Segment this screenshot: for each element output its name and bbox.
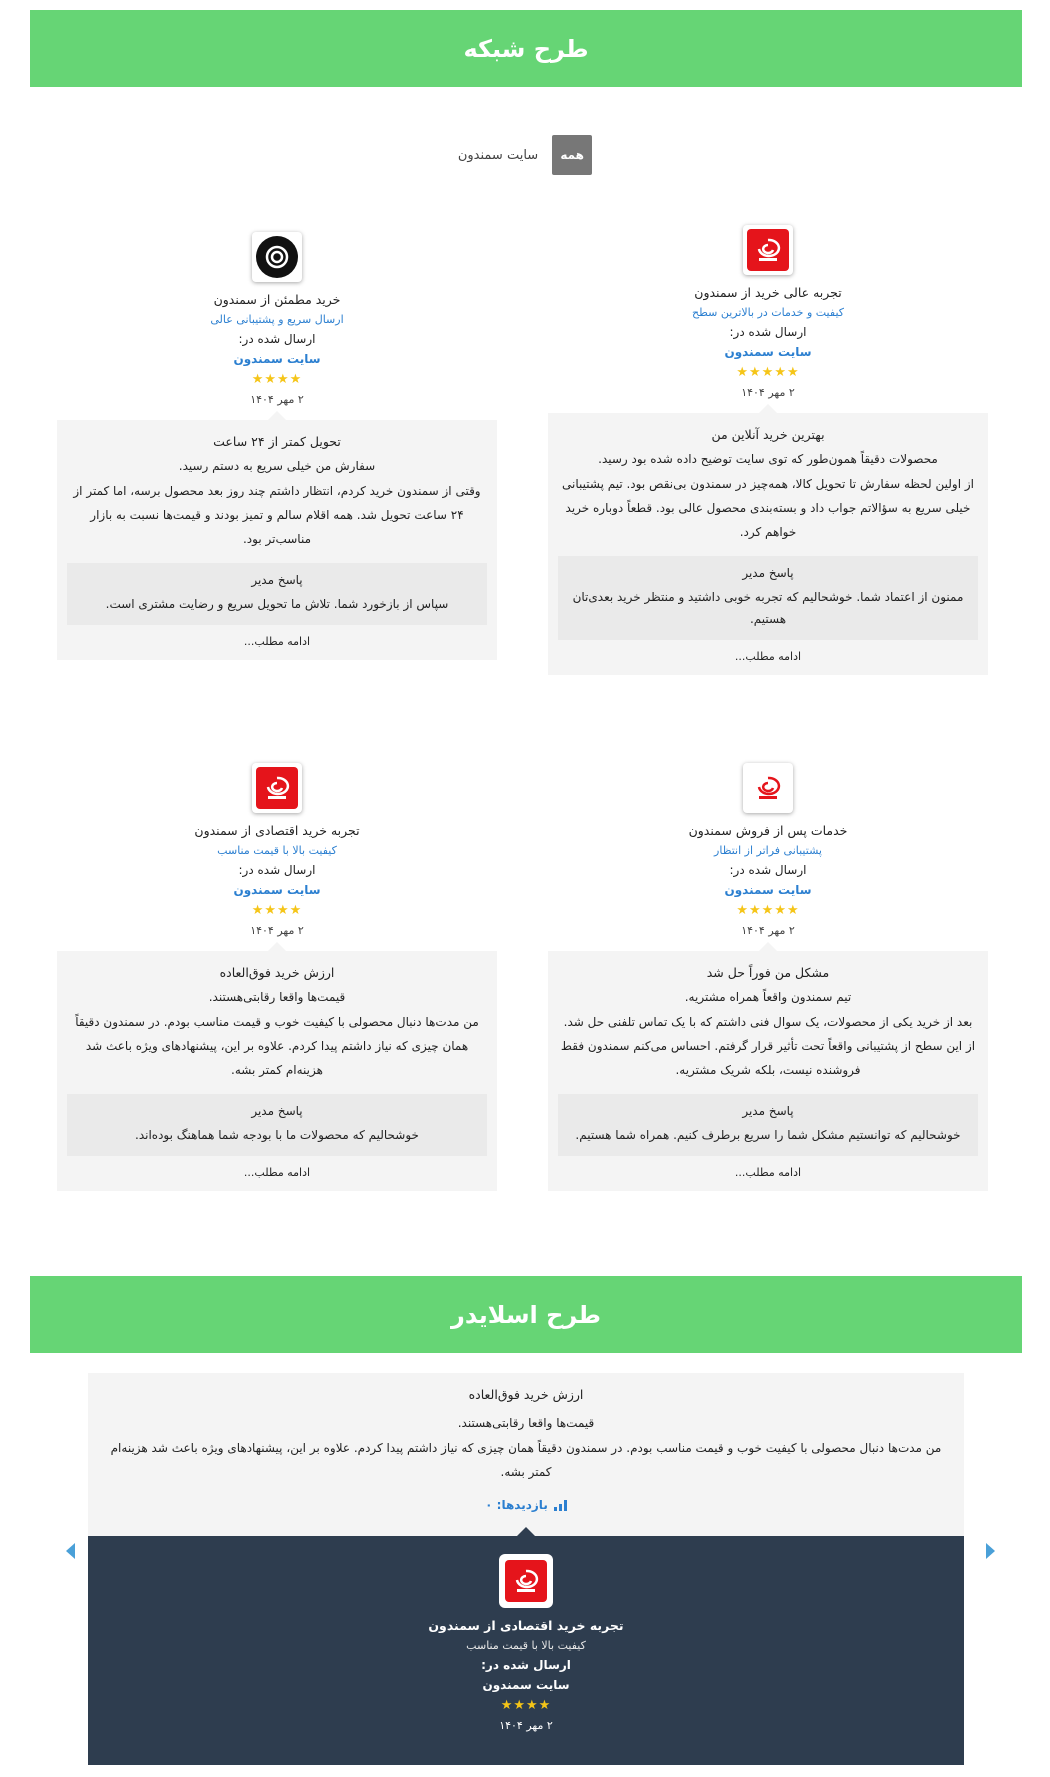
sent-label: ارسال شده در: bbox=[238, 332, 316, 346]
card-title: خرید مطمئن از سمندون bbox=[213, 292, 341, 307]
sent-label: ارسال شده در: bbox=[238, 863, 316, 877]
samandoon-logo-icon bbox=[252, 232, 302, 282]
sent-label: ارسال شده در: bbox=[729, 863, 807, 877]
review-body: از اولین لحظه سفارش تا تحویل کالا، همه‌چیز در سمندون بی‌نقص بود. تیم پشتیبانی خیلی سریع به سؤالاتم جواب داد و بسته‌بندی محصول عالی بود. قطعاً دوباره خرید خواهم کرد. bbox=[562, 477, 974, 539]
review-title: تحویل کمتر از ۲۴ ساعت bbox=[213, 434, 341, 449]
review-lead: سفارش من خیلی سریع به دستم رسید. bbox=[178, 459, 376, 473]
slide-author-box bbox=[88, 1536, 964, 1765]
review-box bbox=[548, 413, 988, 675]
testimonial-slider bbox=[88, 1373, 964, 1765]
rating-stars: ★★★★★ bbox=[736, 903, 800, 918]
card-subtitle: کیفیت بالا با قیمت مناسب bbox=[217, 844, 337, 857]
site-link[interactable]: سایت سمندون bbox=[724, 345, 812, 359]
reply-text: خوشحالیم که توانستیم مشکل شما را سریع برطرف کنیم. همراه شما هستیم. bbox=[575, 1128, 961, 1142]
review-box bbox=[548, 951, 988, 1191]
slide-review-title: ارزش خرید فوق‌العاده bbox=[468, 1387, 584, 1402]
review-title: مشکل من فوراً حل شد bbox=[706, 965, 830, 980]
filter-all-button[interactable]: همه bbox=[552, 135, 592, 175]
slide-review-box bbox=[88, 1373, 964, 1536]
card-title: خدمات پس از فروش سمندون bbox=[688, 823, 848, 838]
samandoon-logo-icon bbox=[501, 1556, 551, 1606]
review-lead: محصولات دقیقاً همون‌طور که توی سایت توضیح داده شده بود رسید. bbox=[598, 452, 938, 466]
admin-reply bbox=[558, 1094, 978, 1156]
read-more-link[interactable]: ادامه مطلب... bbox=[243, 635, 311, 648]
review-card bbox=[57, 763, 497, 1191]
review-body: من مدت‌ها دنبال محصولی با کیفیت خوب و قیمت مناسب بودم. در سمندون دقیقاً همان چیزی که نیاز داشتم پیدا کردم. علاوه بر این، پیشنهادهای ویژه باعث شد هزینه‌ام کمتر بشه. bbox=[75, 1015, 479, 1077]
arrow-left-icon[interactable] bbox=[66, 1543, 75, 1559]
review-date: ۲ مهر ۱۴۰۴ bbox=[250, 924, 304, 937]
card-title: تجربه عالی خرید از سمندون bbox=[694, 285, 842, 300]
review-lead: تیم سمندون واقعاً همراه مشتریه. bbox=[684, 990, 852, 1004]
site-link[interactable]: سایت سمندون bbox=[233, 883, 321, 897]
samandoon-logo-icon bbox=[743, 225, 793, 275]
rating-stars: ★★★★ bbox=[251, 372, 303, 387]
read-more-link[interactable]: ادامه مطلب... bbox=[734, 1166, 802, 1179]
reply-text: خوشحالیم که محصولات ما با بودجه شما هماهنگ بوده‌اند. bbox=[135, 1128, 419, 1142]
review-lead: قیمت‌ها واقعا رقابتی‌هستند. bbox=[208, 990, 346, 1004]
slider-section-banner bbox=[30, 1276, 1022, 1353]
admin-reply bbox=[67, 1094, 487, 1156]
review-box bbox=[57, 951, 497, 1191]
rating-stars: ★★★★★ bbox=[736, 365, 800, 380]
card-subtitle: کیفیت و خدمات در بالاترین سطح bbox=[691, 306, 844, 319]
review-date: ۲ مهر ۱۴۰۴ bbox=[499, 1719, 553, 1732]
review-card bbox=[548, 225, 988, 675]
grid-section-title: طرح شبکه bbox=[463, 34, 589, 63]
site-link[interactable]: سایت سمندون bbox=[724, 883, 812, 897]
samandoon-logo-icon bbox=[252, 763, 302, 813]
sent-label: ارسال شده در: bbox=[729, 325, 807, 339]
sent-label: ارسال شده در: bbox=[481, 1658, 571, 1672]
slide-review-lead: قیمت‌ها واقعا رقابتی‌هستند. bbox=[457, 1416, 595, 1430]
admin-reply bbox=[67, 563, 487, 625]
reply-title: پاسخ مدیر bbox=[251, 1104, 303, 1118]
review-title: بهترین خرید آنلاین من bbox=[711, 427, 825, 442]
site-link[interactable]: سایت سمندون bbox=[233, 352, 321, 366]
card-title: تجربه خرید اقتصادی از سمندون bbox=[194, 823, 360, 838]
card-subtitle: ارسال سریع و پشتیبانی عالی bbox=[210, 313, 344, 326]
filter-site-button[interactable]: سایت سمندون bbox=[457, 147, 539, 163]
reply-title: پاسخ مدیر bbox=[742, 566, 794, 580]
rating-stars: ★★★★ bbox=[251, 903, 303, 918]
review-box bbox=[57, 420, 497, 660]
reply-text: ممنون از اعتماد شما. خوشحالیم که تجربه خوبی داشتید و منتظر خرید بعدی‌تان هستیم. bbox=[572, 590, 964, 626]
bar-chart-icon bbox=[554, 1500, 567, 1511]
review-body: بعد از خرید یکی از محصولات، یک سوال فنی داشتم که با یک تماس تلفنی حل شد. از این سطح از پشتیبانی واقعاً تحت تأثیر قرار گرفتم. احساس می‌کنم سمندون فقط فروشنده نیست، بلکه شریک مشتریه. bbox=[560, 1015, 976, 1077]
review-date: ۲ مهر ۱۴۰۴ bbox=[741, 924, 795, 937]
slide-author-title: تجربه خرید اقتصادی از سمندون bbox=[428, 1618, 624, 1633]
read-more-link[interactable]: ادامه مطلب... bbox=[734, 650, 802, 663]
samandoon-logo-icon bbox=[743, 763, 793, 813]
read-more-link[interactable]: ادامه مطلب... bbox=[243, 1166, 311, 1179]
arrow-right-icon[interactable] bbox=[986, 1543, 995, 1559]
views-counter bbox=[104, 1498, 948, 1512]
rating-stars: ★★★★ bbox=[500, 1698, 552, 1713]
reply-title: پاسخ مدیر bbox=[742, 1104, 794, 1118]
review-title: ارزش خرید فوق‌العاده bbox=[219, 965, 335, 980]
views-label: بازدیدها: ۰ bbox=[485, 1498, 548, 1512]
admin-reply bbox=[558, 556, 978, 640]
grid-section-banner bbox=[30, 10, 1022, 87]
review-card bbox=[548, 763, 988, 1191]
reply-text: سپاس از بازخورد شما. تلاش ما تحویل سریع و رضایت مشتری است. bbox=[105, 597, 449, 611]
review-card bbox=[57, 232, 497, 660]
review-body: وقتی از سمندون خرید کردم، انتظار داشتم چند روز بعد محصول برسه، اما کمتر از ۲۴ ساعت تحویل شد. همه اقلام سالم و تمیز بودند و قیمت‌ها نسبت به بازار مناسب‌تر بود. bbox=[73, 484, 481, 546]
site-link[interactable]: سایت سمندون bbox=[482, 1678, 570, 1692]
slide-review-body: من مدت‌ها دنبال محصولی با کیفیت خوب و قیمت مناسب بودم. در سمندون دقیقاً همان چیزی که نیاز داشتم پیدا کردم. علاوه بر این، پیشنهادهای ویژه باعث شد هزینه‌ام کمتر بشه. bbox=[110, 1441, 942, 1479]
reply-title: پاسخ مدیر bbox=[251, 573, 303, 587]
review-date: ۲ مهر ۱۴۰۴ bbox=[250, 393, 304, 406]
slider-section-title: طرح اسلایدر bbox=[451, 1300, 601, 1329]
slide-author-subtitle: کیفیت بالا با قیمت مناسب bbox=[466, 1639, 586, 1652]
card-subtitle: پشتیبانی فراتر از انتظار bbox=[714, 844, 822, 857]
review-date: ۲ مهر ۱۴۰۴ bbox=[741, 386, 795, 399]
filter-bar bbox=[0, 135, 1050, 175]
